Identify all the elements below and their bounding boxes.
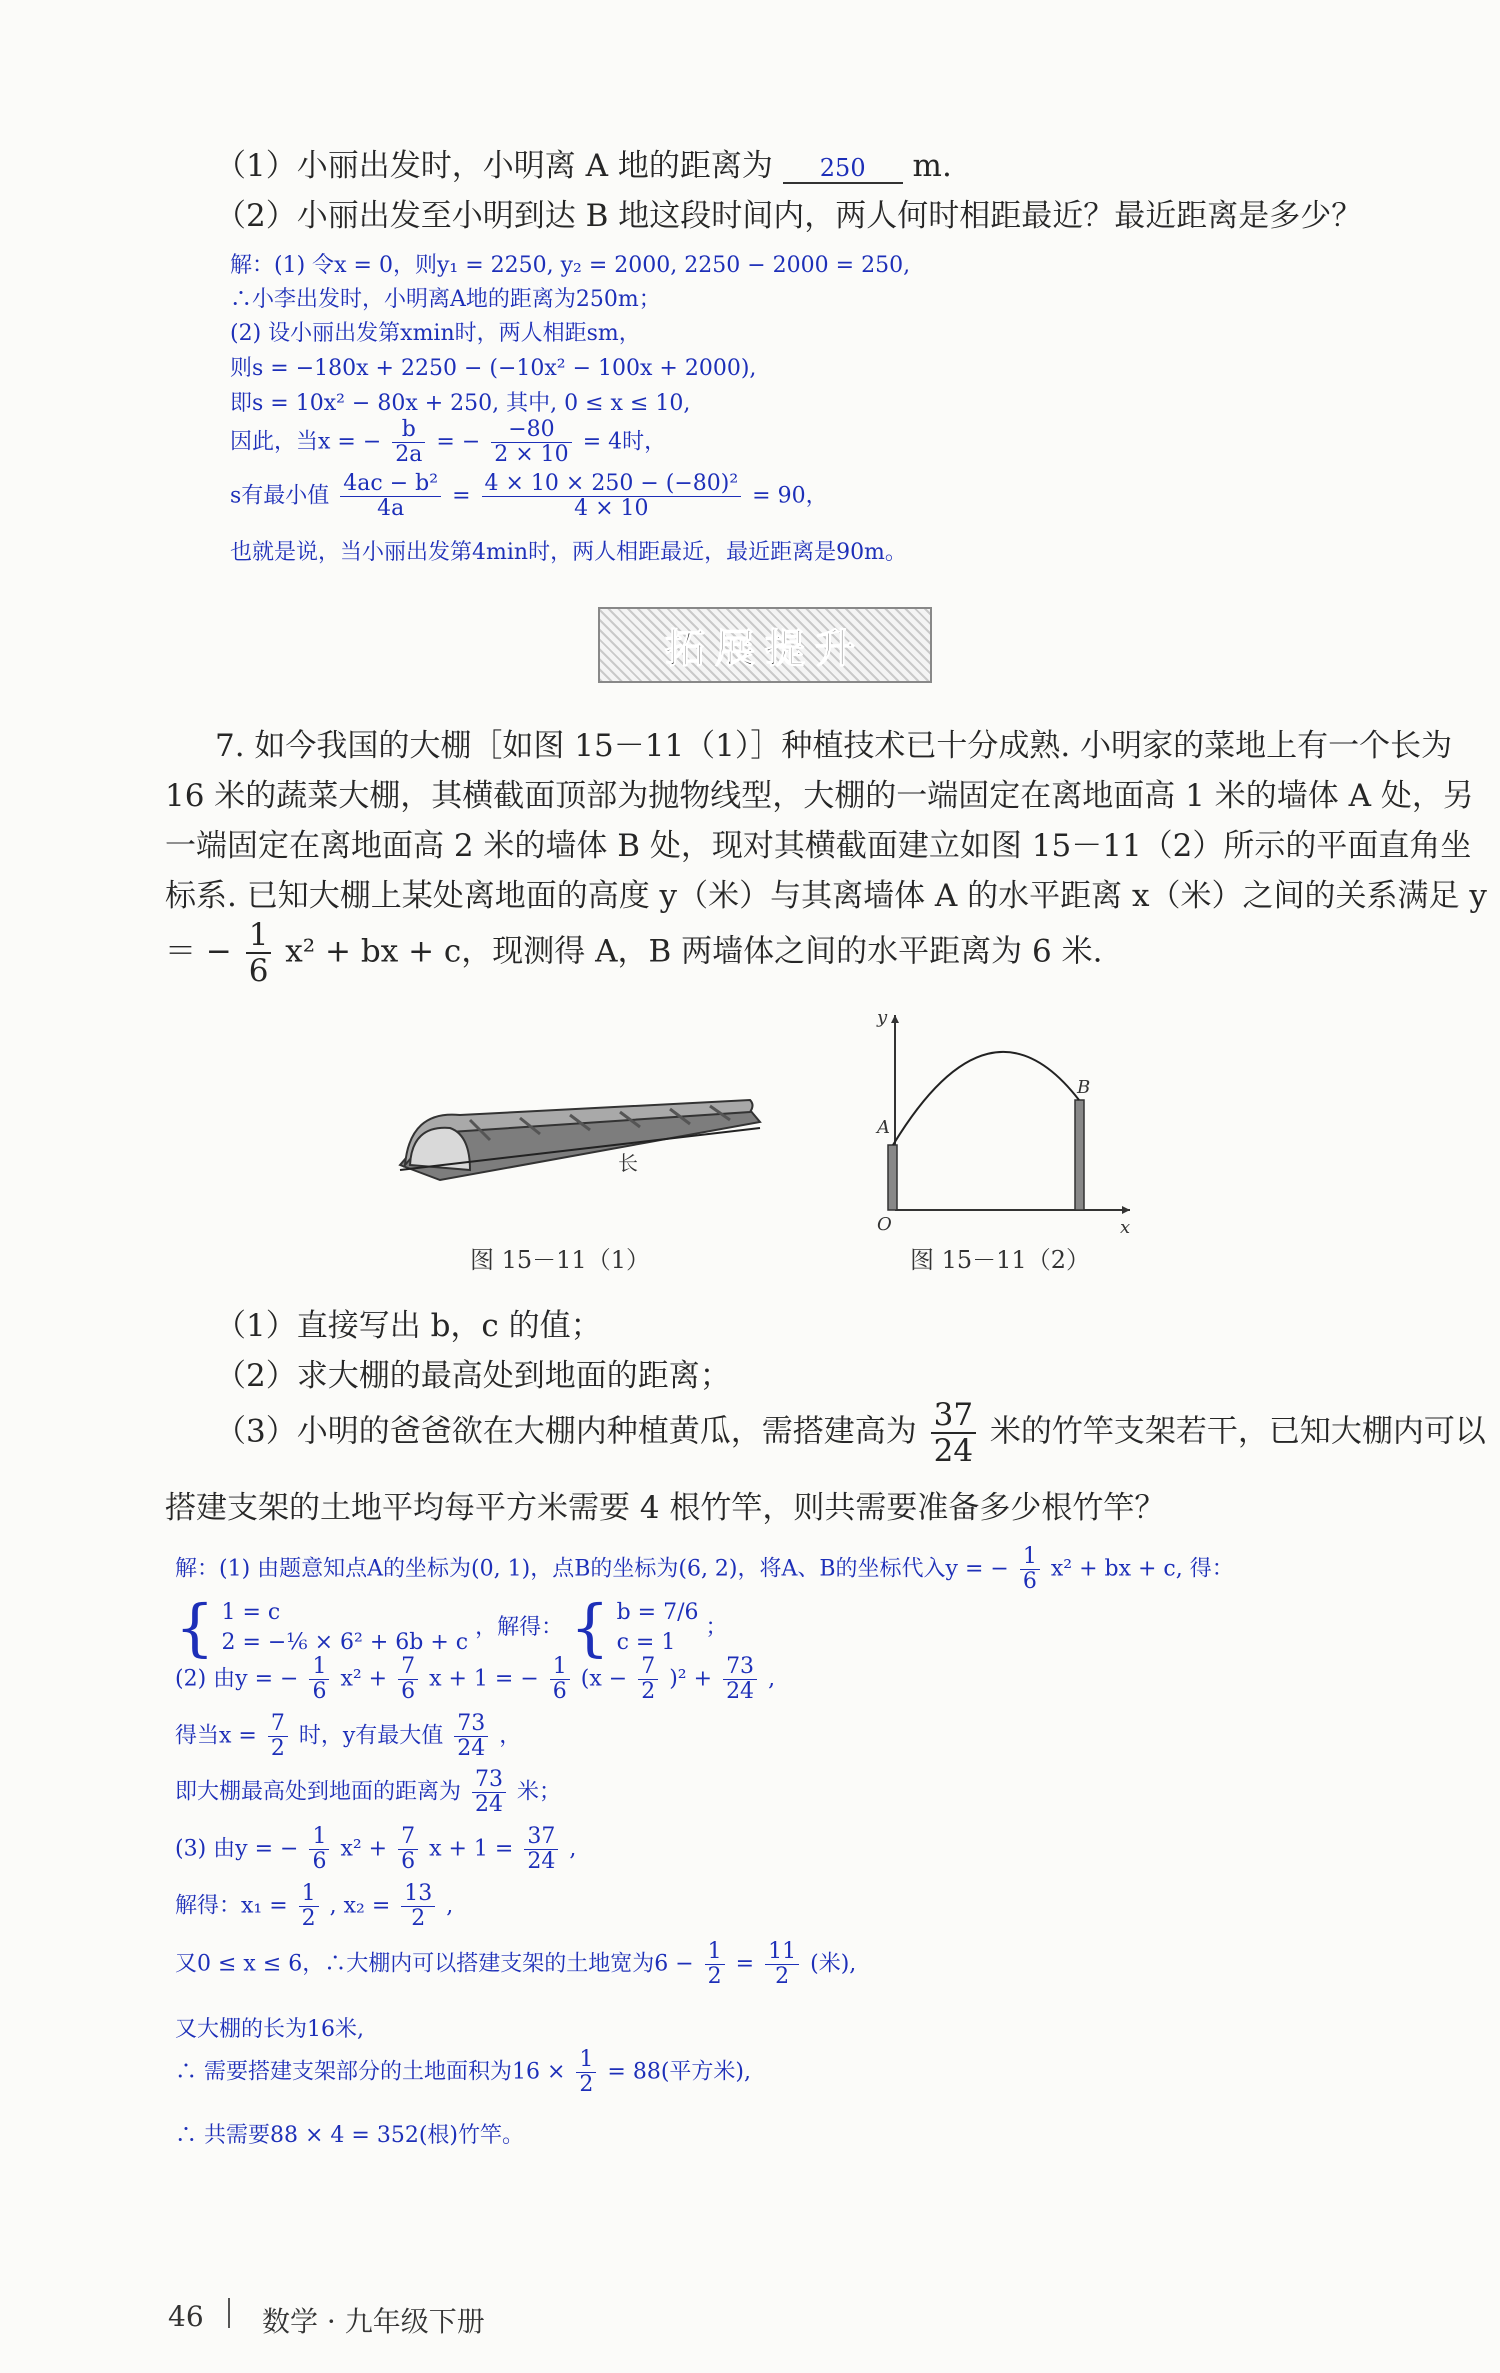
sol7-line6: (3) 由y = − $\frac{1}{6}$ x² + $\frac{7}{6}$ x + 1 = $\frac{37}{24}$ , [175,1824,577,1875]
q6-part1: （1）小丽出发时，小明离 A 地的距离为 250 m. [215,148,952,184]
sol7-line11: ∴ 共需要88 × 4 = 352(根)竹竿。 [175,2123,524,2148]
q7-sub1: （1）直接写出 b，c 的值； [215,1308,602,1344]
q7-line1: 7. 如今我国的大棚［如图 15－11（1）］种植技术已十分成熟. 小明家的菜地上有一个长为 [215,728,1453,764]
point-b-label: B [1077,1077,1091,1098]
sol7-line7: 解得：x₁ = $\frac{1}{2}$ , x₂ = $\frac{13}{2}$ , [175,1881,454,1932]
sol6-line8: 也就是说，当小丽出发第4min时，两人相距最近，最近距离是90m。 [230,540,907,565]
q7-line3: 一端固定在离地面高 2 米的墙体 B 处，现对其横截面建立如图 15－11（2）所示的平面直角坐 [165,828,1472,864]
point-a-label: A [877,1117,890,1138]
sol6-line1: 解：(1) 令x = 0，则y₁ = 2250, y₂ = 2000, 2250 − 2000 = 250, [230,253,911,278]
y-axis-label: y [877,1007,888,1028]
answer-blank: 250 [783,154,903,184]
page-number: 46 [168,2300,204,2333]
greenhouse-illustration [390,1070,770,1190]
sol7-line1: 解：(1) 由题意知点A的坐标为(0, 1)，点B的坐标为(6, 2)，将A、B的坐标代入y = − $\frac{1}{6}$ x² + bx + c, 得： [175,1544,1234,1595]
book-title: 数学 · 九年级下册 [262,2305,485,2338]
q7-line4: 标系. 已知大棚上某处离地面的高度 y（米）与其离墙体 A 的水平距离 x（米）之间的关系满足 y [165,878,1487,914]
length-label: 长 [618,1151,638,1175]
x-axis-label: x [1120,1217,1131,1235]
sol7-line10: ∴ 需要搭建支架部分的土地面积为16 × $\frac{1}{2}$ = 88(平方米), [175,2047,752,2098]
fig1-caption: 图 15－11（1） [470,1246,650,1274]
q7-sub3-line2: 搭建支架的土地平均每平方米需要 4 根竹竿，则共需要准备多少根竹竿？ [165,1490,1166,1526]
sol6-line6: 因此，当x = − $\frac{b}{2a}$ = − $\frac{-80}{2 \times 10}$ = 4时， [230,417,667,468]
footer-divider [228,2298,230,2328]
sol6-line2: ∴小李出发时，小明离A地的距离为250m； [230,287,661,312]
section-banner: 拓展提升 [598,607,932,683]
q7-line2: 16 米的蔬菜大棚，其横截面顶部为抛物线型，大棚的一端固定在离地面高 1 米的墙体 A 处，另 [165,778,1474,814]
sol6-line4: 则s = −180x + 2250 − (−10x² − 100x + 2000), [230,356,757,381]
sol6-line7: s有最小值 $\frac{\text{4ac − b²}}{4a}$ = $\frac{\text{4 × 10 × 250 − (−80)²}}{4 \times 10}$ = 90， [230,471,828,522]
sol7-line5: 即大棚最高处到地面的距离为 $\frac{73}{24}$ 米； [175,1767,562,1818]
sol6-line3: (2) 设小丽出发第xmin时，两人相距sm， [230,321,641,346]
q7-line5: ＝ − $\frac{1}{6}$ x² + bx + c，现测得 A，B 两墙体之间的水平距离为 6 米. [165,917,1103,990]
sol7-line9: 又大棚的长为16米, [175,2017,364,2042]
sol7-line3: (2) 由y = − $\frac{1}{6}$ x² + $\frac{7}{6}$ x + 1 = − $\frac{1}{6}$ (x − $\frac{7}{2}$ )² + $\frac{73}{24}$ , [175,1654,776,1705]
coordinate-diagram [865,1005,1140,1235]
sol7-line8: 又0 ≤ x ≤ 6，∴大棚内可以搭建支架的土地宽为6 − $\frac{1}{2}$ = $\frac{11}{2}$ (米), [175,1939,857,1990]
q7-sub2: （2）求大棚的最高处到地面的距离； [215,1358,731,1394]
sol6-line5: 即s = 10x² − 80x + 250, 其中, 0 ≤ x ≤ 10, [230,391,691,416]
q7-sub3: （3）小明的爸爸欲在大棚内种植黄瓜，需搭建高为 $\frac{37}{24}$ 米的竹竿支架若干，已知大棚内可以 [215,1397,1486,1470]
sol7-system: { 1 = c 2 = −⅙ × 6² + 6b + c ，解得： { b = 7/6 c = 1 ； [175,1591,728,1664]
origin-label: O [877,1214,892,1235]
q6-part2: （2）小丽出发至小明到达 B 地这段时间内，两人何时相距最近？最近距离是多少？ [215,198,1363,234]
sol7-line4: 得当x = $\frac{7}{2}$ 时，y有最大值 $\frac{73}{24}$ ， [175,1711,522,1762]
fig2-caption: 图 15－11（2） [910,1246,1090,1274]
